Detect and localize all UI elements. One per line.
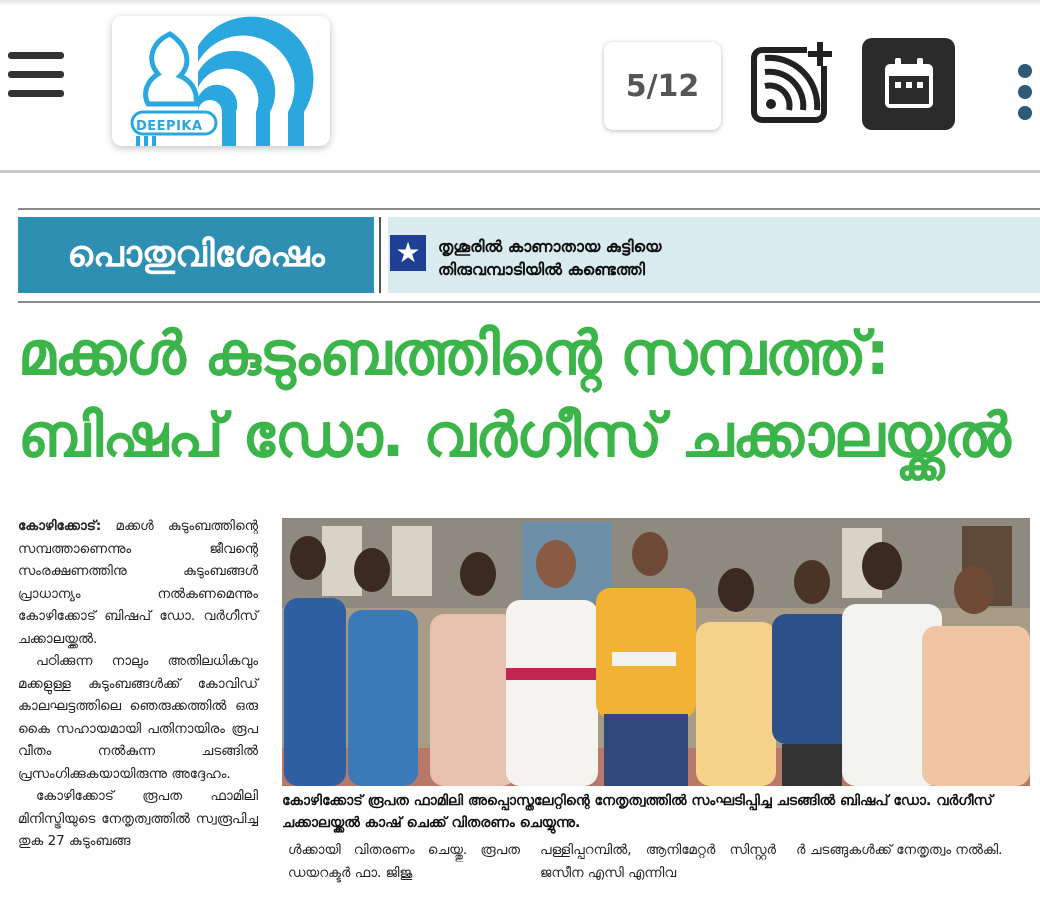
star-icon: ★ bbox=[390, 235, 426, 271]
article-column-1 bbox=[18, 515, 258, 853]
page-counter-button[interactable]: 5/12 bbox=[604, 42, 721, 130]
paragraph-1 bbox=[18, 515, 258, 650]
more-vert-dot bbox=[1018, 85, 1032, 99]
article-column-3: പള്ളിപ്പറമ്പിൽ, ആനിമേറ്റർ സിസ്റ്റർ ജസീന എസി എന്നിവ bbox=[540, 842, 776, 881]
paragraph-3: കോഴിക്കോട് രൂപത ഫാമിലി മിനിസ്ട്രിയുടെ നേതൃത്വത്തിൽ സ്വരൂപിച്ച തുക 27 കുടുംബങ്ങ bbox=[18, 788, 258, 849]
headline-line-1: മക്കൾ കുടുംബത്തിന്റെ സമ്പത്ത്: bbox=[18, 319, 889, 389]
group-photo-image bbox=[282, 518, 1030, 786]
section-divider bbox=[379, 217, 381, 293]
article-column-4: ർ ചടങ്ങുകൾക്ക് നേതൃത്വം നൽകി. bbox=[796, 842, 1003, 858]
menu-button[interactable] bbox=[8, 52, 64, 98]
menu-icon-bar bbox=[8, 90, 64, 97]
section-label: പൊതുവിശേഷം bbox=[18, 217, 374, 293]
paragraph-1-text: മക്കൾ കുടുംബത്തിന്റെ സമ്പത്താണെന്നും ജീവന്റെ സംരക്ഷണത്തിനു കുടുംബങ്ങൾ പ്രാധാന്യം നൽകണമെന്നും കോഴിക്കോട് ബിഷപ് ഡോ. വർഗീസ് ചക്കാലയ്ക്കൽ. bbox=[18, 518, 258, 647]
more-vert-icon bbox=[1018, 64, 1032, 78]
article-photo[interactable] bbox=[282, 518, 1030, 786]
menu-icon bbox=[8, 52, 64, 59]
teaser-line-2: തിരുവമ്പാടിയിൽ കണ്ടെത്തി bbox=[438, 260, 645, 279]
section-rule bbox=[18, 301, 1040, 303]
paragraph-2: പഠിക്കുന്ന നാലും അതിലധികവും മക്കളുള്ള കുടുംബങ്ങൾക്ക് കോവിഡ് കാലഘട്ടത്തിലെ ഞെരുക്കത്തിൽ ഒരു കൈ സഹായമായി പതിനായിരം രൂപ വീതം നൽകുന്ന ചടങ്ങിൽ പ്രസംഗിക്കുകയായിരുന്നു അദ്ദേഹം. bbox=[18, 653, 258, 782]
calendar-icon bbox=[881, 56, 937, 112]
page-rule bbox=[18, 208, 1040, 210]
deepika-logo[interactable] bbox=[112, 16, 330, 146]
photo-caption: കോഴിക്കോട് രൂപത ഫാമിലി അപ്പൊസ്തലേറ്റിന്റെ നേതൃത്വത്തിൽ സംഘടിപ്പിച്ച ചടങ്ങിൽ ബിഷപ് ഡോ. വർഗീസ് ചക്കാലയ്ക്കൽ കാഷ് ചെക്ക് വിതരണം ചെയ്യുന്നു. bbox=[282, 793, 993, 831]
app-top-bar bbox=[0, 0, 1040, 172]
article-column-2: ൾക്കായി വിതരണം ചെയ്തു. രൂപത ഡയറക്ടർ ഫാ. ജിജു bbox=[288, 842, 520, 881]
rss-add-button[interactable] bbox=[751, 40, 833, 124]
more-vert-dot bbox=[1018, 106, 1032, 120]
more-options-button[interactable] bbox=[1014, 64, 1036, 122]
menu-icon-bar bbox=[8, 71, 64, 78]
teaser-line-1: തൃശൂരിൽ കാണാതായ കുട്ടിയെ bbox=[438, 237, 662, 256]
status-shadow bbox=[0, 0, 1040, 6]
calendar-button[interactable] bbox=[862, 38, 955, 130]
logo-text: DEEPIKA bbox=[136, 119, 203, 134]
epaper-page[interactable] bbox=[0, 173, 1040, 897]
dateline: കോഴിക്കോട്: bbox=[18, 518, 102, 534]
rss-add-icon bbox=[751, 40, 833, 124]
headline-line-2: ബിഷപ് ഡോ. വർഗീസ് ചക്കാലയ്ക്കൽ bbox=[18, 401, 1010, 471]
